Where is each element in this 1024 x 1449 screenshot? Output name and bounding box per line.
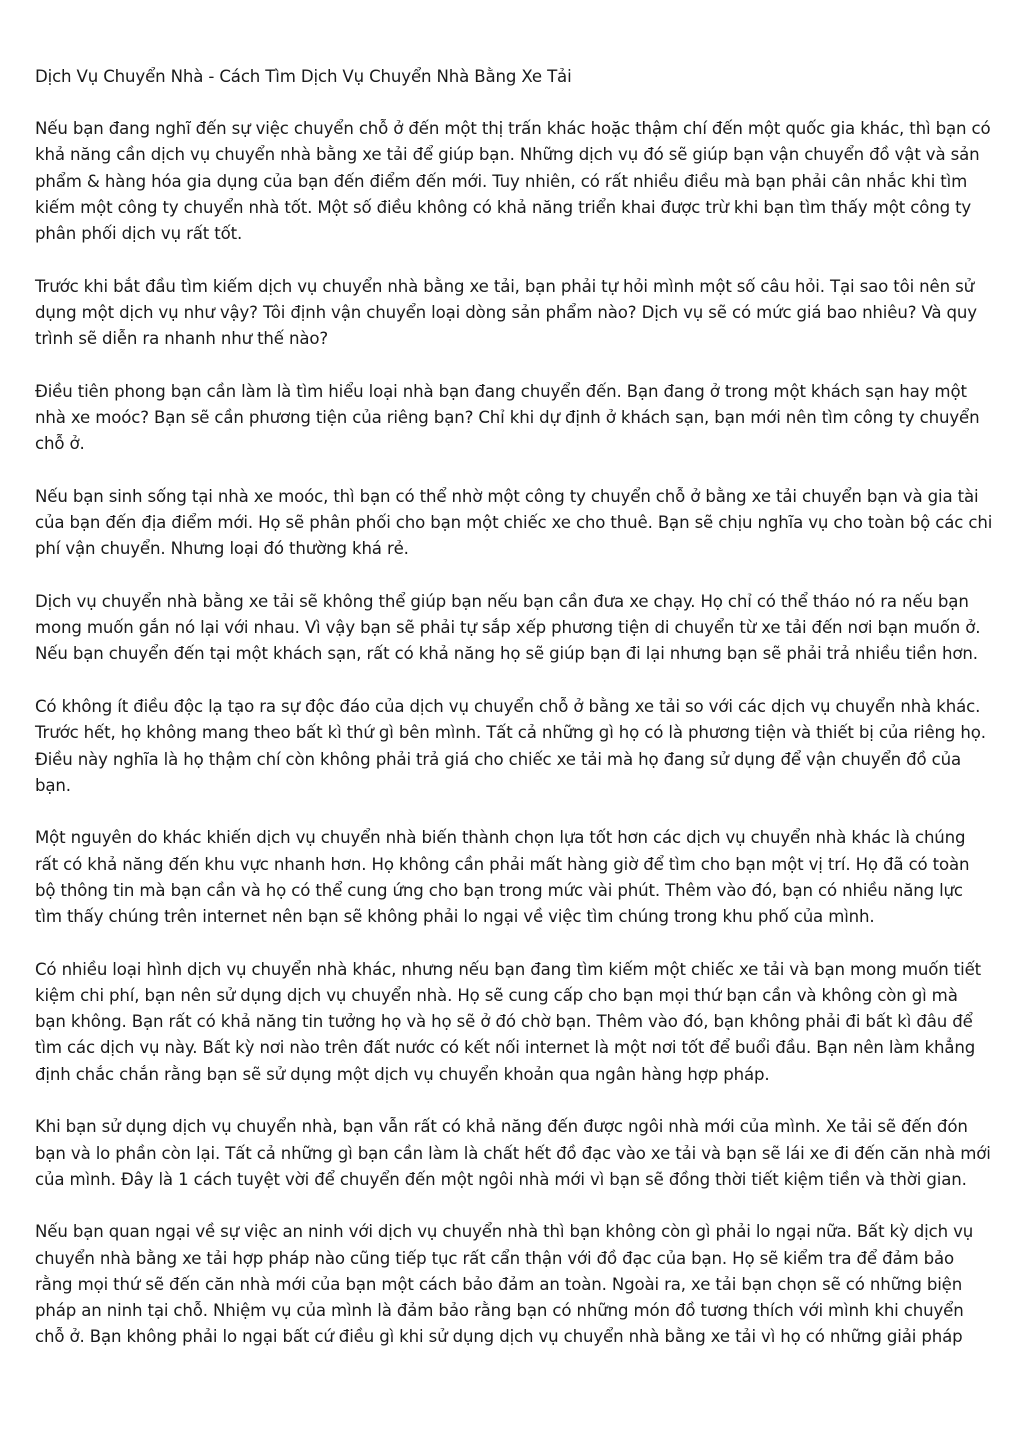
paragraph-3: Điều tiên phong bạn cần làm là tìm hiểu loại nhà bạn đang chuyển đến. Bạn đang ở trong một khách sạn hay một nhà xe moóc? Bạn sẽ cần phương tiện của riêng bạn? Chỉ khi dự định ở khách sạn, bạn mới nên tìm công ty chuyển chỗ ở. bbox=[35, 381, 980, 454]
paragraph-8: Có nhiều loại hình dịch vụ chuyển nhà khác, nhưng nếu bạn đang tìm kiếm một chiếc xe tải và bạn mong muốn tiết kiệm chi phí, bạn nên sử dụng dịch vụ chuyển nhà. Họ sẽ cung cấp cho bạn mọi thứ bạn cần và không còn gì mà bạn không. Bạn rất có khả năng tin tưởng họ và họ sẽ ở đó chờ bạn. Thêm vào đó, bạn không phải đi bất kì đâu để tìm các dịch vụ này. Bất kỳ nơi nào trên đất nước có kết nối internet là một nơi tốt để buổi đầu. Bạn nên làm khẳng định chắc chắn rằng bạn sẽ sử dụng một dịch vụ chuyển khoản qua ngân hàng hợp pháp. bbox=[35, 959, 982, 1084]
paragraph-4: Nếu bạn sinh sống tại nhà xe moóc, thì bạn có thể nhờ một công ty chuyển chỗ ở bằng xe tải chuyển bạn và gia tài của bạn đến địa điểm mới. Họ sẽ phân phối cho bạn một chiếc xe cho thuê. Bạn sẽ chịu nghĩa vụ cho toàn bộ các chi phí vận chuyển. Nhưng loại đó thường khá rẻ. bbox=[35, 486, 993, 559]
document-page bbox=[35, 64, 993, 1350]
paragraph-1: Nếu bạn đang nghĩ đến sự việc chuyển chỗ ở đến một thị trấn khác hoặc thậm chí đến một quốc gia khác, thì bạn có khả năng cần dịch vụ chuyển nhà bằng xe tải để giúp bạn. Những dịch vụ đó sẽ giúp bạn vận chuyển đồ vật và sản phẩm & hàng hóa gia dụng của bạn đến điểm đến mới. Tuy nhiên, có rất nhiều điều mà bạn phải cân nhắc khi tìm kiếm một công ty chuyển nhà tốt. Một số điều không có khả năng triển khai được trừ khi bạn tìm thấy một công ty phân phối dịch vụ rất tốt. bbox=[35, 119, 991, 244]
paragraph-10: Nếu bạn quan ngại về sự việc an ninh với dịch vụ chuyển nhà thì bạn không còn gì phải lo ngại nữa. Bất kỳ dịch vụ chuyển nhà bằng xe tải hợp pháp nào cũng tiếp tục rất cẩn thận với đồ đạc của bạn. Họ sẽ kiểm tra để đảm bảo rằng mọi thứ sẽ đến căn nhà mới của bạn một cách bảo đảm an toàn. Ngoài ra, xe tải bạn chọn sẽ có những biện pháp an ninh tại chỗ. Nhiệm vụ của mình là đảm bảo rằng bạn có những món đồ tương thích với mình khi chuyển chỗ ở. Bạn không phải lo ngại bất cứ điều gì khi sử dụng dịch vụ chuyển nhà bằng xe tải vì họ có những giải pháp bbox=[35, 1222, 974, 1347]
paragraph-2: Trước khi bắt đầu tìm kiếm dịch vụ chuyển nhà bằng xe tải, bạn phải tự hỏi mình một số câu hỏi. Tại sao tôi nên sử dụng một dịch vụ như vậy? Tôi định vận chuyển loại dòng sản phẩm nào? Dịch vụ sẽ có mức giá bao nhiêu? Và quy trình sẽ diễn ra nhanh như thế nào? bbox=[35, 276, 977, 349]
paragraph-5: Dịch vụ chuyển nhà bằng xe tải sẽ không thể giúp bạn nếu bạn cần đưa xe chạy. Họ chỉ có thể tháo nó ra nếu bạn mong muốn gắn nó lại với nhau. Vì vậy bạn sẽ phải tự sắp xếp phương tiện di chuyển từ xe tải đến nơi bạn muốn ở. Nếu bạn chuyển đến tại một khách sạn, rất có khả năng họ sẽ giúp bạn đi lại nhưng bạn sẽ phải trả nhiều tiền hơn. bbox=[35, 592, 981, 664]
paragraph-7: Một nguyên do khác khiến dịch vụ chuyển nhà biến thành chọn lựa tốt hơn các dịch vụ chuyển nhà khác là chúng rất có khả năng đến khu vực nhanh hơn. Họ không cần phải mất hàng giờ để tìm cho bạn một vị trí. Họ đã có toàn bộ thông tin mà bạn cần và họ có thể cung ứng cho bạn trong mức vài phút. Thêm vào đó, bạn có nhiều năng lực tìm thấy chúng trên internet nên bạn sẽ không phải lo ngại về việc tìm chúng trong khu phố của mình. bbox=[35, 828, 970, 927]
paragraph-9: Khi bạn sử dụng dịch vụ chuyển nhà, bạn vẫn rất có khả năng đến được ngôi nhà mới của mình. Xe tải sẽ đến đón bạn và lo phần còn lại. Tất cả những gì bạn cần làm là chất hết đồ đạc vào xe tải và bạn sẽ lái xe đi đến căn nhà mới của mình. Đây là 1 cách tuyệt vời để chuyển đến một ngôi nhà mới vì bạn sẽ đồng thời tiết kiệm tiền và thời gian. bbox=[35, 1117, 991, 1189]
page-title: Dịch Vụ Chuyển Nhà - Cách Tìm Dịch Vụ Chuyển Nhà Bằng Xe Tải bbox=[35, 67, 572, 86]
paragraph-6: Có không ít điều độc lạ tạo ra sự độc đáo của dịch vụ chuyển chỗ ở bằng xe tải so với các dịch vụ chuyển nhà khác. Trước hết, họ không mang theo bất kì thứ gì bên mình. Tất cả những gì họ có là phương tiện và thiết bị của riêng họ. Điều này nghĩa là họ thậm chí còn không phải trả giá cho chiếc xe tải mà họ đang sử dụng để vận chuyển đồ của bạn. bbox=[35, 697, 986, 795]
